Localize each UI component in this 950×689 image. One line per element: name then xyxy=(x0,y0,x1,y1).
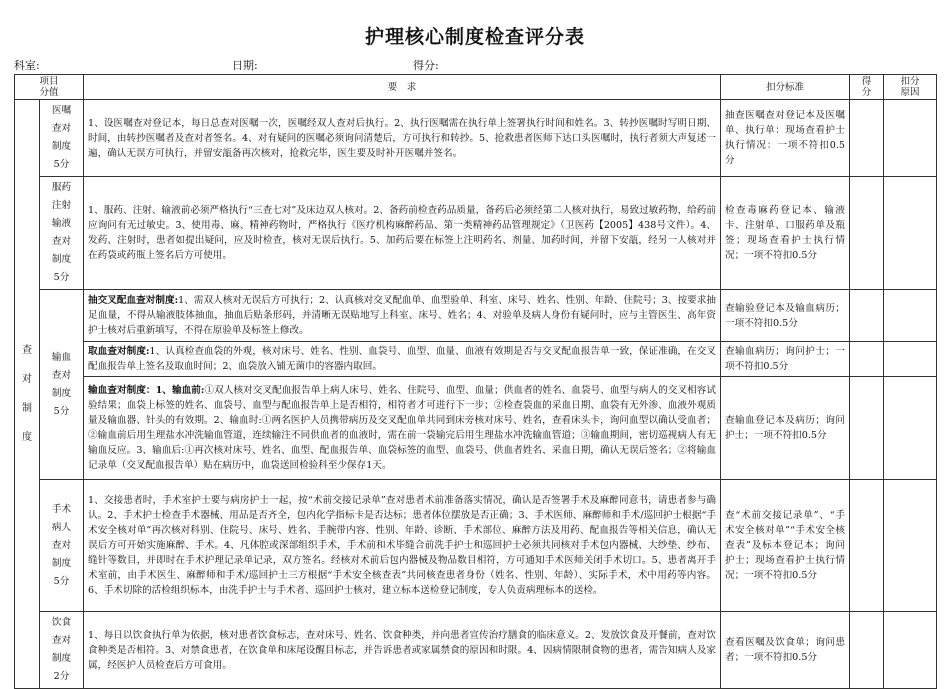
standard-text: 查输血登记本及病历；询问护士；一项不符扣0.5分 xyxy=(721,377,850,480)
table-row xyxy=(15,612,937,689)
sub-text: 1、需双人核对无误后方可执行；2、认真核对交叉配血单、血型验单、科室、床号、姓名、性别、年龄、住院号；3、按要求抽足血量，不得从输液肢体抽血，抽血后贴条形码，并清晰无误贴地写上科室、床号、姓名；4、对验单及病人身份有疑问时，应与主管医生、高年资护士核对后重新填写，不得在原验单及标签上修改。 xyxy=(88,295,717,336)
header-deduction-reason: 扣分 原因 xyxy=(884,75,937,100)
requirement-text xyxy=(84,290,721,342)
standard-text: 查“术前交接记录单”、“手术安全核对单”“手术安全核查表”及标本登记本；询问护士；现场查看护士执行情况；一项不符扣0.5分 xyxy=(721,480,850,612)
reason-cell[interactable] xyxy=(884,177,937,290)
score-cell[interactable] xyxy=(850,342,884,377)
category-char: 对 xyxy=(22,374,32,385)
reason-cell[interactable] xyxy=(884,342,937,377)
table-row xyxy=(15,177,937,290)
table-row xyxy=(15,480,937,612)
reason-cell[interactable] xyxy=(884,290,937,342)
score-cell[interactable] xyxy=(850,377,884,480)
header-standard: 扣分标准 xyxy=(721,75,850,100)
date-label: 日期: xyxy=(232,59,258,72)
sub-text: ①双人核对交叉配血报告单上病人床号、姓名、住院号、血型、血量；供血者的姓名、血袋号、血型与病人的交叉相容试验结果；血袋上标签的姓名、血袋号、血型与配血报告单上是否相符，相符者才可进行下一步；②检查袋血的采血日期、血袋有无外渗、血液外观质量及输血器、针头的有效期。2、输血时:①两名医护人员携带病历及交叉配血单共同到床旁核对床号、姓名，查看床头卡，询问血型以确认受血者；②输血前后用生理盐水冲洗输血管道，连续输注不同供血者的血液时，需在前一袋输完后用生理盐水冲洗输血管道；③输血期间，密切巡视病人有无输血反应。3、输血后:①再次核对床号、姓名、血型、配血报告单、血袋标签的血型、血袋号、供血者姓名、采血日期，确认无误后签名；②将输血记录单（交叉配血报告单）贴在病历中，血袋送回检验科至少保存1天。 xyxy=(88,385,717,471)
sub-heading: 输血查对制度：1、输血前: xyxy=(88,385,205,396)
category-char: 制 xyxy=(22,403,32,414)
evaluation-table xyxy=(14,74,937,689)
item-label: 服药 注射 输液 查对 制度 5分 xyxy=(40,177,84,290)
sub-heading: 抽交叉配血查对制度: xyxy=(88,295,179,306)
requirement-text: 1、设医嘱查对登记本，每日总查对医嘱一次，医嘱经双人查对后执行。2、执行医嘱需在执行单上签署执行时间和姓名。3、转抄医嘱时写明日期、时间，由转抄医嘱者及查对者签名。4、对有疑问的医嘱必须询问清楚后，方可执行和转抄。5、抢救患者医师下达口头医嘱时，执行者须大声复述一遍，确认无误方可执行，并留安瓿备再次核对，抢救完毕，医生要及时补开医嘱并签名。 xyxy=(84,100,721,177)
requirement-text: 1、每日以饮食执行单为依据，核对患者饮食标志，查对床号、姓名、饮食种类，并向患者宣传治疗膳食的临床意义。2、发放饮食及开餐前，查对饮食种类是否相符。3、对禁食患者，在饮食单和床尾设醒目标志，并告诉患者或家属禁食的原因和时限。4、因病情限制食物的患者，需告知病人及家属，经医护人员检查后方可食用。 xyxy=(84,612,721,689)
table-header-row xyxy=(15,75,937,100)
requirement-text: 1、交接患者时，手术室护士要与病房护士一起，按“术前交接记录单”查对患者术前准备落实情况，确认是否签署手术及麻醉同意书，请患者参与确认。2、手术护士检查手术器械、用品是否齐全，包内化学指标卡是否达标；患者体位摆放是否正确；3、手术医师、麻醉师和手术/巡回护士根据“手术安全核对单”再次核对科别、住院号、床号、姓名、手腕带内容、性别、年龄、诊断、手术部位、麻醉方法及用药、配血报告等相关信息，确认无误后方可开始实施麻醉、手术。4、凡体腔或深部组织手术，手术前和术毕缝合前洗手护士和巡回护士必须共同核对手术包内器械、大纱垫、纱布、缝针等数目，并即时在手术护理记录单记录，双方签名。经核对术前后包内器械及物品数目相符，方可通知手术医师关闭手术切口。5、患者离开手术室前，由手术医生、麻醉师和手术/巡回护士三方根据“手术安全核查表”共同核查患者身份（姓名、性别、年龄）、实际手术，术中用药等内容。6、手术切除的活检组织标本，由洗手护士与手术者、巡回护士核对，建立标本送检登记制度，专人负责病理标本的送检。 xyxy=(84,480,721,612)
sub-heading: 取血查对制度: xyxy=(88,346,150,357)
score-cell[interactable] xyxy=(850,177,884,290)
dept-label: 科室: xyxy=(14,59,40,72)
header-requirements: 要 求 xyxy=(84,75,721,100)
table-row xyxy=(15,377,937,480)
reason-cell[interactable] xyxy=(884,612,937,689)
requirement-text: 1、服药、注射、输液前必须严格执行“三查七对”及床边双人核对。2、备药前检查药品质量，备药后必须经第二人核对执行，易致过敏药物，给药前应询问有无过敏史。3、使用毒、麻、精神药物时，严格执行《医疗机构麻醉药品、第一类精神药品管理规定》（卫医药【2005】438号文件）。4、发药、注射时，患者如提出疑问，应及时检查，核对无误后执行。5、加药后要在标签上注明药名、剂量、加药时间，并留下安瓿，经另一人核对并在药袋或药瓶上签名后方可使用。 xyxy=(84,177,721,290)
category-char: 度 xyxy=(22,432,32,443)
page-title: 护理核心制度检查评分表 xyxy=(364,26,585,48)
header-item: 项目 分值 xyxy=(15,75,84,100)
standard-text: 查输验登记本及输血病历；一项不符扣0.5分 xyxy=(721,290,850,342)
score-cell[interactable] xyxy=(850,100,884,177)
requirement-text xyxy=(84,377,721,480)
item-label: 医嘱 查对 制度 5分 xyxy=(40,100,84,177)
category-label xyxy=(15,100,40,689)
score-label: 得分: xyxy=(413,59,439,72)
item-label: 输血 查对 制度 5分 xyxy=(40,290,84,480)
reason-cell[interactable] xyxy=(884,377,937,480)
category-char: 查 xyxy=(22,345,32,356)
score-cell[interactable] xyxy=(850,290,884,342)
reason-cell[interactable] xyxy=(884,480,937,612)
item-label: 饮食 查对 制度 2分 xyxy=(40,612,84,689)
standard-text: 抽查医嘱查对登记本及医嘱单、执行单：现场查看护士执行情况：一项不符扣0.5分 xyxy=(721,100,850,177)
requirement-text xyxy=(84,342,721,377)
item-label: 手术 病人 查对 制度 5分 xyxy=(40,480,84,612)
table-row xyxy=(15,342,937,377)
score-cell[interactable] xyxy=(850,480,884,612)
sub-text: 1、认真检查血袋的外观，核对床号、姓名、性别、血袋号、血型、血量、血液有效期是否与交叉配血报告单一致，保证准确，在交叉配血报告单上签名及取血时间；2、血袋放入铺无菌巾的容器内取回。 xyxy=(88,346,717,372)
standard-text: 查看医嘱及饮食单；询问患者；一项不符扣0.5分 xyxy=(721,612,850,689)
reason-cell[interactable] xyxy=(884,100,937,177)
table-row xyxy=(15,100,937,177)
standard-text: 查输血病历；询问护士；一项不符扣0.5分 xyxy=(721,342,850,377)
header-score: 得 分 xyxy=(850,75,884,100)
standard-text: 检查毒麻药登记本、输液卡、注射单、口服药单及瓶签；现场查看护士执行情况；一项不符扣0.5分 xyxy=(721,177,850,290)
table-row xyxy=(15,290,937,342)
score-cell[interactable] xyxy=(850,612,884,689)
